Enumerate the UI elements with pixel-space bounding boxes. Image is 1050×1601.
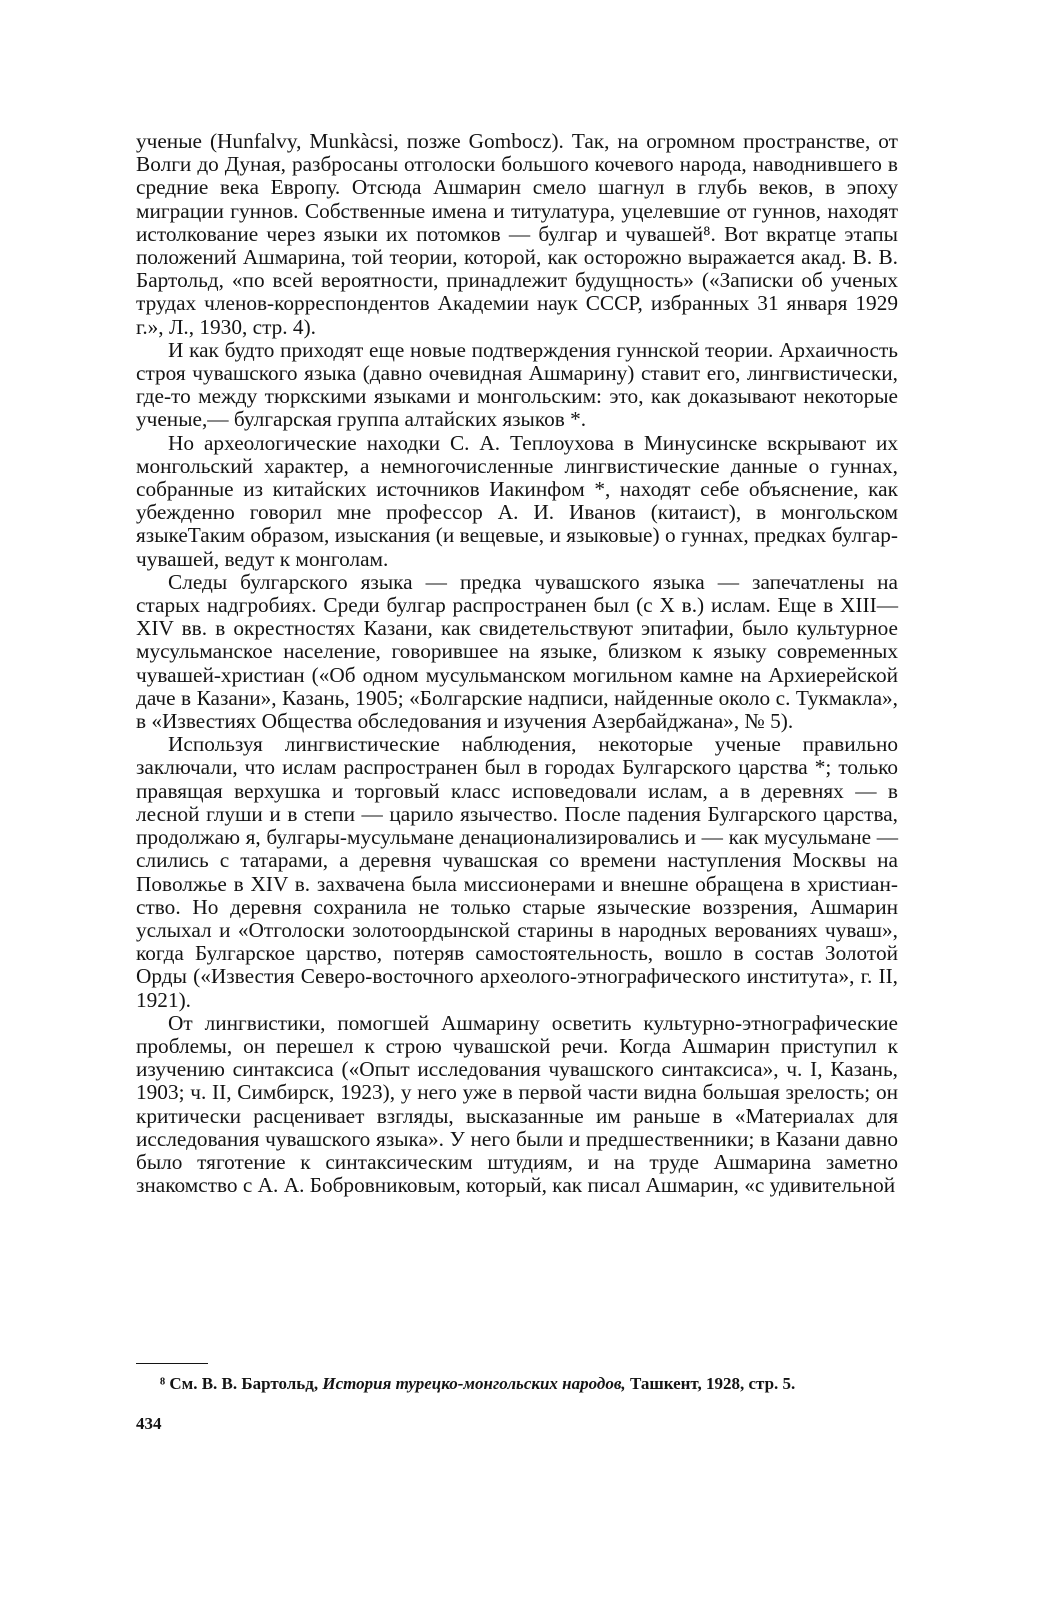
footnote-suffix: Ташкент, 1928, стр. 5. — [629, 1374, 796, 1393]
page-body — [136, 130, 898, 1197]
page-number: 434 — [136, 1414, 162, 1433]
paragraph: От лингвистики, помогшей Ашмарину осветить культурно-этнографические проблемы, он перешел к строю чувашской речи. Когда Ашмарин приступил к изучению синтаксиса («Опыт исследования чувашского синтаксиса», ч. I, Казань, 1903; ч. II, Симбирск, 1923), у него уже в первой части видна большая зрелость; он критически расценивает взгляды, высказанные им раньше в «Материалах для исследования чувашского языка». У него были и предшественники; в Казани давно было тяготение к синтаксическим штудиям, и на труде Ашмарина заметно знакомство с А. А. Бобровниковым, который, как писал Ашмарин, «с удивительной — [136, 1010, 898, 1198]
paragraph: Следы булгарского языка — предка чувашского языка — запечатлены на старых надгробиях. Среди булгар распространен был (с X в.) ислам. Еще в XIII—XIV вв. в окрестностях Казани, как свидетельствуют эпитафии, было культурное мусульманское население, говорившее на языке, близком к языку современных чувашей-христиан («Об одном мусульманском могильном камне на Архиерейской даче в Казани», Казань, 1905; «Болгарские надписи, найденные около с. Тукмакла», в «Известиях Общества обследования и изучения Азербайджана», № 5). — [136, 569, 898, 734]
footnote-divider — [136, 1363, 208, 1364]
footnote-marker: ⁸ — [160, 1374, 166, 1393]
paragraph: Но археологические находки С. А. Теплоухова в Минусинске вскрывают их монгольский характер, а немногочисленные лингвистические данные о гуннах, собранные из китайских источников Иакинфом *, находят себе объяснение, как убежденно говорил мне профессор А. И. Иванов (китаист), в монгольском языкеТаким образом, изыскания (и вещевые, и языковые) о гуннах, предках булгар-чувашей, ведут к монголам. — [136, 430, 898, 571]
footnote-title: История турецко-монгольских народов, — [322, 1374, 626, 1393]
paragraph: Используя лингвистические наблюдения, некоторые ученые правильно заключали, что ислам распространен был в городах Булгарского царства *; только правящая верхушка и торговый класс исповедовали ислам, а в деревнях — в лесной глуши и в степи — царило язычество. После падения Булгарского царства, продолжаю я, булгары-мусульмане денационализировались и — как мусульмане — слились с татарами, а деревня чувашская со времени наступления Москвы на Поволжье в XIV в. захвачена была миссионерами и внешне обращена в христианство. Но деревня сохранила не только старые языческие воззрения, Ашмарин услыхал и «Отголоски золотоордынской старины в народных верованиях чуваш», когда Булгарское царство, потеряв самостоятельность, вошло в состав Золотой Орды («Известия Северо-восточного археолого-этнографического института», г. II, 1921). — [136, 732, 898, 1012]
footnote — [160, 1374, 900, 1394]
footnote-prefix: См. В. В. Бартольд, — [169, 1374, 319, 1393]
paragraph: И как будто приходят еще новые подтверждения гуннской теории. Архаичность строя чувашского языка (давно очевидная Ашмарину) ставит его, лингвистически, где-то между тюркскими языками и монгольским: это, как доказывают некоторые ученые,— булгарская группа алтайских языков *. — [136, 337, 898, 432]
paragraph: ученые (Hunfalvy, Munkàcsi, позже Gombocz). Так, на огромном пространстве, от Волги до Дуная, разбросаны отголоски большого кочевого народа, наводнившего в средние века Европу. Отсюда Ашмарин смело шагнул в глубь веков, в эпоху миграции гуннов. Собственные имена и титулатура, уцелевшие от гуннов, находят истолкование через языки их потомков — булгар и чувашей⁸. Вот вкратце этапы положений Ашмарина, той теории, которой, как осторожно выражается акад. В. В. Бартольд, «по всей вероятности, принадлежит будущность» («Записки об у́ченых трудах членов-корреспондентов Академии наук СССР, избранных 31 января 1929 г.», Л., 1930, стр. 4). — [136, 129, 898, 339]
